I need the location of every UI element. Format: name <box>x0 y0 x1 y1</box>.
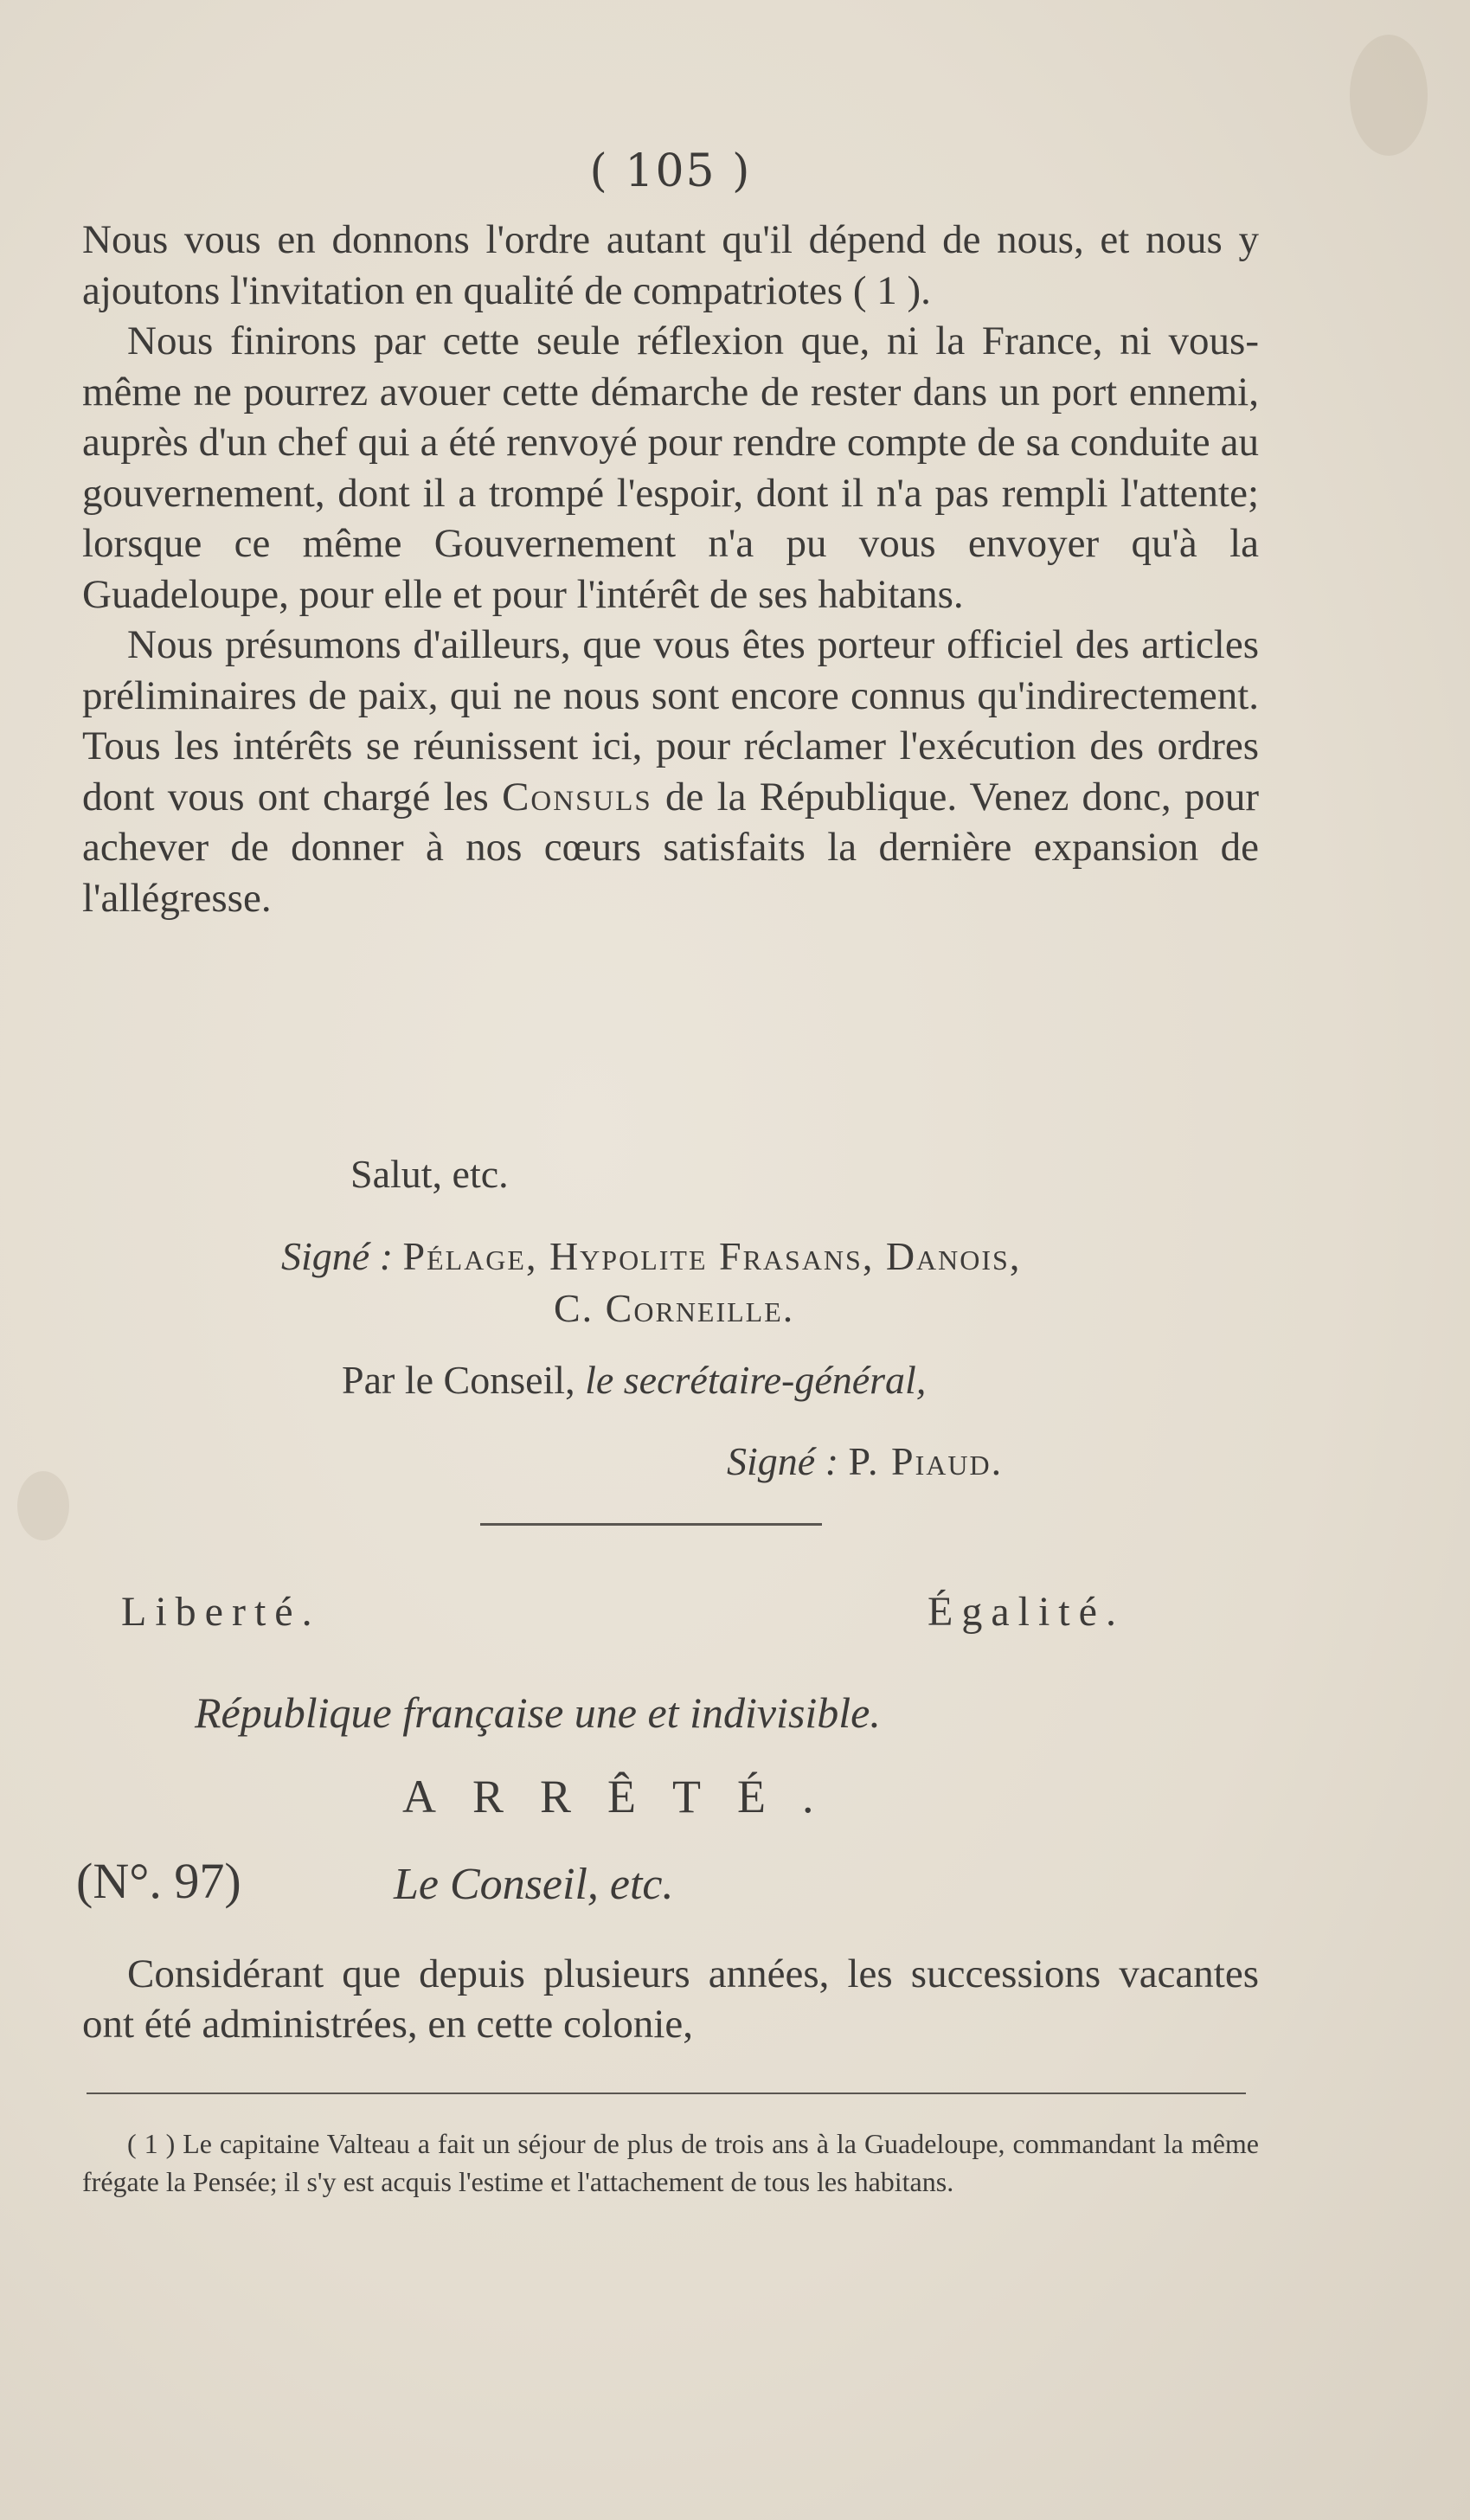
considerant-paragraph <box>82 1949 1259 2049</box>
par-le-conseil-line <box>342 1357 926 1403</box>
signatures-line1 <box>281 1233 1021 1279</box>
motto-liberte: Liberté. <box>121 1589 321 1635</box>
consuls-smallcaps: Consuls <box>502 774 652 820</box>
arrete-title: ARRÊTÉ. <box>402 1771 851 1822</box>
footnote-text: ( 1 ) Le capitaine Valteau a fait un séjour de plus de trois ans à la Guadeloupe, commandant la même frégate la Pensée; il s'y est acquis l'estime et l'attachement de tous les habitans. <box>82 2128 1259 2197</box>
page-number: ( 105 ) <box>589 145 752 197</box>
le-conseil-heading: Le Conseil, etc. <box>394 1860 674 1909</box>
secretary-name: P. Piaud. <box>848 1439 1004 1483</box>
letter-body <box>82 215 1259 923</box>
footnote <box>82 2125 1259 2201</box>
salutation: Salut, etc. <box>350 1152 509 1196</box>
paragraph-text: de la République. Venez donc, pour achever de donner à nos cœurs satisfaits la dernière expansion de l'allégresse. <box>82 774 1259 921</box>
motto-egalite: Égalité. <box>928 1589 1125 1635</box>
signe-label: Signé : <box>727 1439 839 1483</box>
section-divider <box>480 1523 822 1526</box>
signe-label: Signé : <box>281 1234 394 1278</box>
paragraph: Considérant que depuis plusieurs années, les successions vacantes ont été administrées, en cette colonie, <box>82 1951 1259 2047</box>
paragraph: Nous finirons par cette seule réflexion que, ni la France, ni vous-même ne pourrez avouer cette démarche de rester dans un port ennemi, auprès d'un chef qui a été renvoyé pour rendre compte de sa conduite au gouvernement, dont il a trompé l'espoir, dont il n'a pas rempli l'attente; lorsque ce même Gouvernement n'a pu vous envoyer qu'à la Guadeloupe, pour elle et pour l'intérêt de ses habitans. <box>82 318 1259 617</box>
decree-number: (N°. 97) <box>76 1853 241 1909</box>
footnote-rule <box>87 2092 1246 2094</box>
paper-stain <box>17 1471 69 1540</box>
secretaire-general: le secrétaire-général, <box>585 1358 927 1402</box>
paper-stain <box>1350 35 1428 156</box>
secretary-signature <box>727 1438 1003 1484</box>
signatures-line2: C. Corneille. <box>554 1286 795 1330</box>
paragraph-text: Nous présumons d'ailleurs, que vous êtes porteur officiel des articles préliminaires de paix, qui ne nous sont encore connus qu'indirectement. Tous les intérêts se réunissent ici, pour réclamer l'exécution des ordres dont vous ont chargé les <box>82 622 1259 820</box>
paragraph <box>82 620 1259 923</box>
signatories: Pélage, Hypolite Frasans, Danois, <box>402 1234 1022 1278</box>
par-le-conseil: Par le Conseil, <box>342 1358 575 1402</box>
republic-heading: République française une et indivisible. <box>195 1688 881 1737</box>
paragraph: Nous vous en donnons l'ordre autant qu'il dépend de nous, et nous y ajoutons l'invitation en qualité de compatriotes ( 1 ). <box>82 217 1259 313</box>
